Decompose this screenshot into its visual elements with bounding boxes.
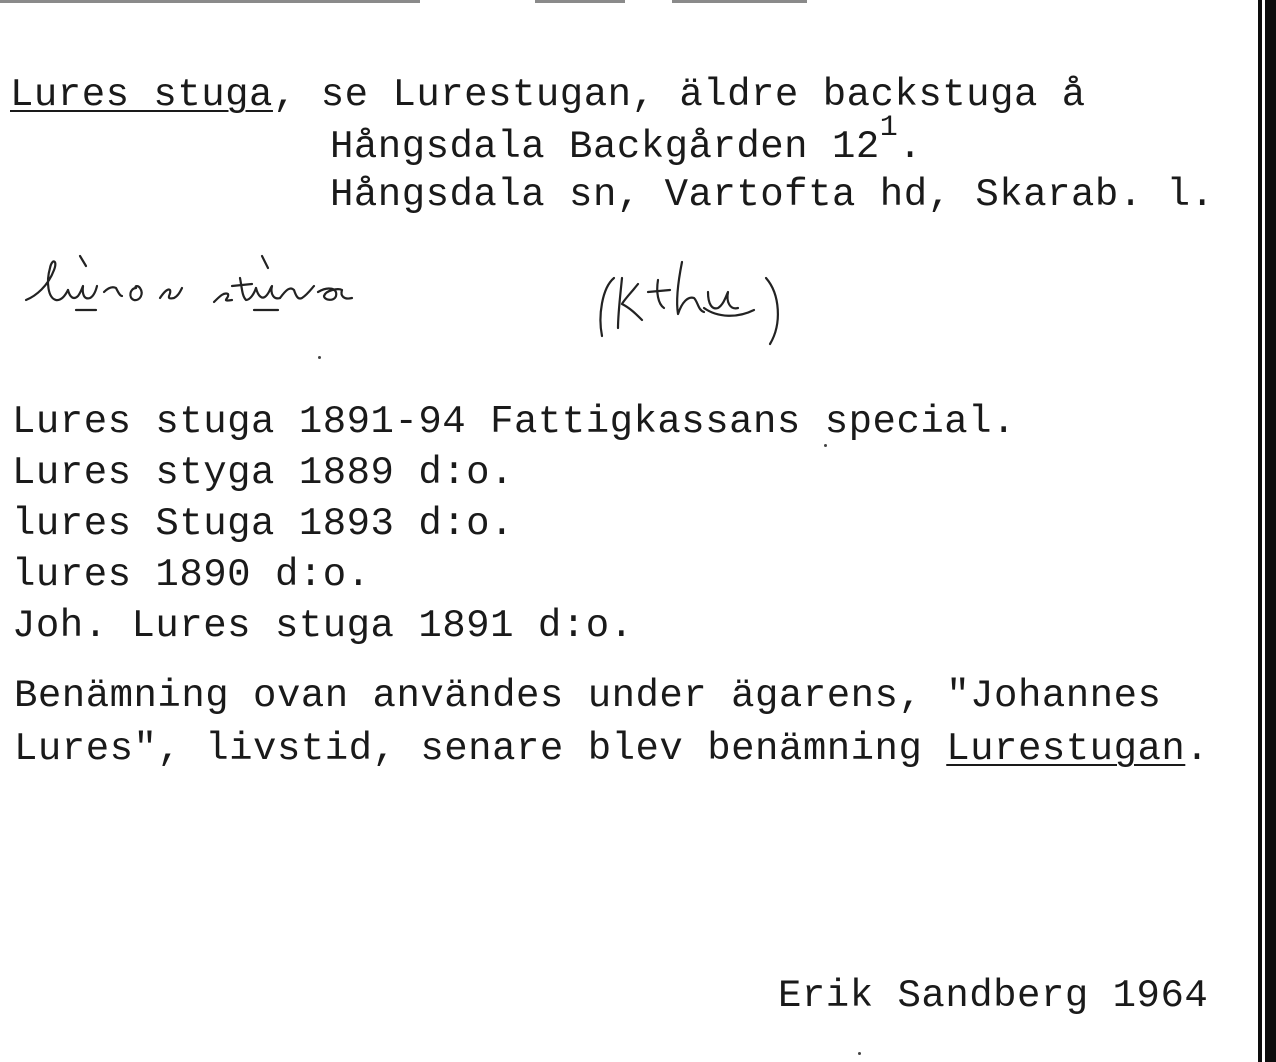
top-edge-mark	[535, 0, 625, 3]
header-line-2-end: .	[898, 125, 923, 169]
record-line: Lures stuga 1891-94 Fattigkassans special.	[12, 400, 1016, 444]
scan-speck	[858, 1052, 861, 1055]
scan-speck	[824, 444, 827, 447]
record-line: lures 1890 d:o.	[12, 553, 371, 597]
header-line-1	[10, 73, 1086, 117]
record-line: Lures styga 1889 d:o.	[12, 451, 514, 495]
card-edge-shadow	[1258, 0, 1276, 1062]
header-line-2	[330, 111, 923, 169]
handwritten-note	[18, 248, 808, 358]
remark-line-2	[14, 727, 1210, 771]
remark-underlined-name: Lurestugan	[946, 727, 1186, 771]
record-line: Joh. Lures stuga 1891 d:o.	[12, 604, 634, 648]
headword: Lures stuga	[10, 73, 273, 117]
header-location: Hångsdala Backgården 12	[330, 125, 880, 169]
remark-line-2-end: .	[1185, 727, 1210, 771]
scan-speck	[318, 356, 321, 359]
header-line-3: Hångsdala sn, Vartofta hd, Skarab. l.	[330, 173, 1215, 217]
remark-line-1: Benämning ovan användes under ägarens, "Johannes	[14, 674, 1162, 718]
top-edge-mark	[672, 0, 807, 3]
handwritten-note-text: lüros stüva (Kthu)	[18, 258, 28, 259]
record-line: lures Stuga 1893 d:o.	[12, 502, 514, 546]
card-edge-highlight	[1262, 0, 1265, 1062]
signature: Erik Sandberg 1964	[778, 974, 1209, 1018]
header-superscript: 1	[879, 111, 899, 145]
header-definition: , se Lurestugan, äldre backstuga å	[272, 73, 1086, 117]
remark-line-2-text: Lures", livstid, senare blev benämning	[14, 727, 947, 771]
top-edge-mark	[0, 0, 420, 3]
